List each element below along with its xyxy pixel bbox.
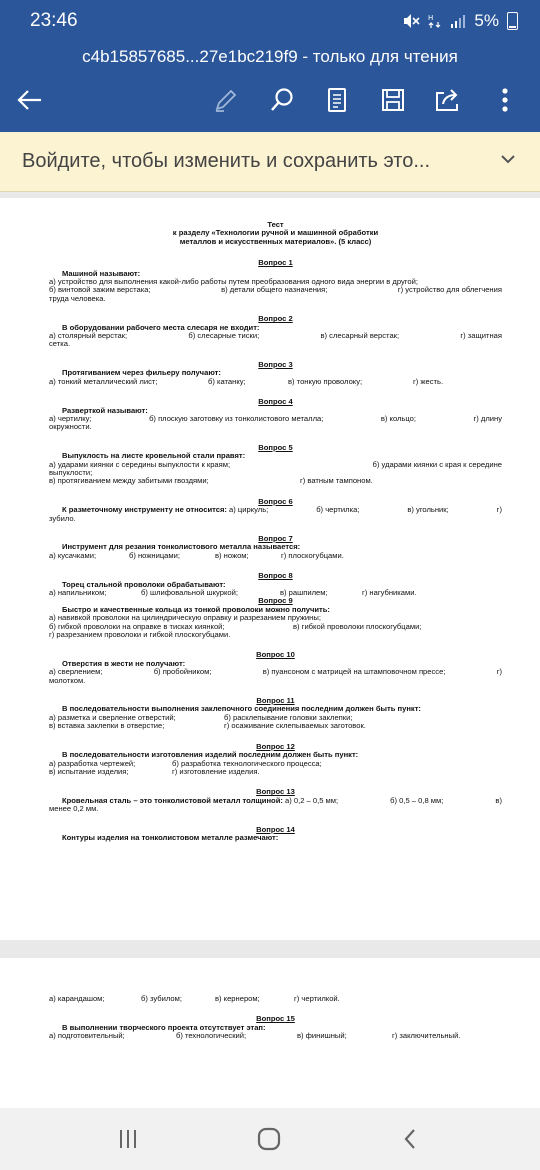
document-title: c4b15857685...27e1bc219f9 - только для чтения: [82, 47, 458, 66]
toolbar: [0, 84, 540, 116]
question-text: Контуры изделия на тонколистовом металле размечают:: [62, 832, 279, 842]
answer-b: б) шлифовальной шкуркой;: [141, 588, 238, 597]
answer-g: г) заключительный.: [392, 1031, 461, 1041]
mute-icon: [402, 13, 420, 29]
answer-tail: менее 0,2 мм.: [49, 804, 99, 814]
answer-b: б) гибкой проволоки на оправке в тисках киянкой;: [49, 621, 225, 631]
question-text: Инструмент для резания тонколистового металла называется:: [62, 542, 301, 552]
answer-a: а) 0,2 – 0,5 мм;: [285, 795, 339, 805]
question-heading: Вопрос 7: [258, 533, 293, 543]
question-text: В выполнении творческого проекта отсутствует этап:: [62, 1022, 266, 1032]
answer-b: б) слесарные тиски;: [188, 331, 260, 341]
question-text: Протягиванием через фильеру получают:: [62, 368, 221, 378]
question-heading: Вопрос 5: [258, 442, 293, 452]
answer-v: в) протягиванием между забитыми гвоздями;: [49, 476, 209, 486]
save-icon[interactable]: [377, 84, 409, 116]
answer-tail: выпуклости;: [49, 467, 93, 477]
answer-row: [49, 378, 502, 386]
back-icon[interactable]: [395, 1126, 425, 1152]
question-text: В оборудовании рабочего места слесаря не входит:: [62, 322, 260, 332]
answer-row: [49, 477, 502, 485]
answer-b: б) 0,5 – 0,8 мм;: [390, 795, 444, 805]
answer-row: [49, 722, 502, 730]
answer-v: в) гибкой проволоки плоскогубцами;: [293, 621, 422, 631]
data-icon: [428, 13, 442, 29]
question-text: Кровельная сталь – это тонколистовой металл толщиной:: [62, 795, 283, 805]
answer-g: г) жесть.: [413, 376, 444, 386]
answer-b: б) расклепывание головки заклепки;: [224, 712, 353, 722]
answer-a: а) ударами киянки с середины выпуклости к краям;: [49, 459, 231, 469]
answer-v: в) угольник;: [407, 505, 449, 515]
recent-apps-icon[interactable]: [113, 1126, 143, 1152]
question-text: Разверткой называют:: [62, 405, 148, 415]
signal-icon: [450, 13, 466, 29]
search-icon[interactable]: [266, 84, 298, 116]
answer-b: б) пробойником;: [153, 667, 212, 677]
question-heading: Вопрос 14: [256, 824, 295, 834]
question-text: Быстро и качественные кольца из тонкой проволоки можно получить:: [62, 604, 330, 614]
answer-b: б) разработка технологического процесса;: [172, 758, 322, 768]
answer-row: [49, 668, 502, 676]
answer-g: г) нагубниками.: [362, 588, 417, 597]
answer-g: г): [496, 667, 502, 677]
answer-tail: труда человека.: [49, 293, 106, 303]
answer-a: а) сверлением;: [49, 667, 103, 677]
answer-v: в) кольцо;: [380, 413, 416, 423]
answer-a: а) чертилку;: [49, 413, 92, 423]
answer-a: а) столярный верстак;: [49, 331, 128, 341]
sign-in-banner[interactable]: [0, 132, 540, 192]
share-icon[interactable]: [432, 84, 464, 116]
chevron-down-icon[interactable]: [500, 152, 516, 170]
answer-v: в): [495, 795, 502, 805]
answer-g: г): [496, 505, 502, 515]
answer-v: в) тонкую проволоку;: [288, 376, 363, 386]
back-arrow-icon[interactable]: [14, 84, 46, 116]
answer-v: в) пуансоном с матрицей на штамповочном прессе;: [262, 667, 446, 677]
answer-g: г) изготовление изделия.: [172, 766, 260, 776]
question-heading: Вопрос 9: [258, 596, 293, 606]
answer-a: а) напильником;: [49, 588, 107, 597]
question-heading: Вопрос 1: [258, 258, 293, 268]
app-bar: [0, 0, 540, 132]
question-heading: Вопрос 6: [258, 496, 293, 506]
answer-row: [49, 797, 502, 805]
doc-subheading: металлов и искусственных материалов». (5 класс): [179, 236, 372, 246]
answer-g: г) защитная: [460, 331, 502, 341]
answer-v: в) финишный;: [297, 1031, 347, 1041]
answer-b: б) чертилка;: [316, 505, 360, 515]
question-text: Машиной называют:: [62, 268, 141, 278]
doc-heading: Тест: [267, 220, 284, 229]
answer-a: а) циркуль;: [229, 505, 269, 515]
answer-g: г) ватным тампоном.: [300, 476, 373, 486]
battery-icon: [507, 12, 518, 30]
answer-v: в) испытание изделия;: [49, 766, 129, 776]
answer-v: в) рашпилем;: [280, 588, 328, 597]
answer-b: б) винтовой зажим верстака;: [49, 285, 151, 295]
answer-row: [49, 415, 502, 423]
question-heading: Вопрос 11: [256, 696, 295, 706]
answer-line: а) устройство для выполнения какой-либо работы путем преобразования одного вида энергии в другой;: [49, 277, 418, 287]
answer-row: [49, 332, 502, 340]
sign-in-banner-text: Войдите, чтобы изменить и сохранить это...: [22, 150, 431, 172]
question-text: К разметочному инструменту не относится:: [62, 505, 227, 515]
answer-row: [49, 1032, 502, 1040]
document-content: [49, 221, 502, 842]
answer-row: [49, 461, 502, 469]
more-icon[interactable]: [489, 84, 521, 116]
answer-g: г) устройство для облегчения: [397, 285, 502, 295]
answer-a: а) карандашом;: [49, 994, 105, 1003]
question-heading: Вопрос 13: [256, 787, 295, 797]
answer-v: в) кернером;: [215, 994, 260, 1003]
question-heading: Вопрос 15: [256, 1014, 295, 1024]
answer-a: а) разметка и сверление отверстий;: [49, 712, 176, 722]
answer-row: [49, 286, 502, 294]
answer-a: а) тонкий металлический лист;: [49, 376, 158, 386]
answer-b: б) плоскую заготовку из тонколистового металла;: [149, 413, 324, 423]
question-text: В последовательности выполнения заклепочного соединения последним должен быть пункт:: [62, 704, 421, 714]
answer-g: г) плоскогубцами.: [281, 550, 344, 560]
answer-v: в) ножом;: [215, 550, 249, 560]
answer-b: б) ножницами;: [129, 550, 180, 560]
question-heading: Вопрос 3: [258, 359, 293, 369]
answer-a: а) разработка чертежей;: [49, 758, 136, 768]
answer-b: б) технологический;: [176, 1031, 247, 1041]
answer-tail: зубило.: [49, 513, 76, 523]
answer-g: г) разрезанием проволоки и гибкой плоскогубцами.: [49, 630, 231, 640]
answer-g: г) осаживание склепываемых заготовок.: [224, 721, 366, 731]
answer-tail: сетка.: [49, 339, 71, 349]
question-text: В последовательности изготовления изделий последним должен быть пункт:: [62, 750, 359, 760]
question-text: Отверстия в жести не получают:: [62, 658, 186, 668]
edit-pencil-icon[interactable]: [210, 84, 242, 116]
answer-row: [49, 768, 502, 776]
home-icon[interactable]: [254, 1126, 284, 1152]
battery-percent: 5%: [474, 11, 499, 30]
status-bar: [0, 10, 540, 34]
navigation-bar: [0, 1108, 540, 1170]
answer-v: в) детали общего назначения;: [221, 285, 328, 295]
svg-text:H: H: [428, 14, 434, 22]
answer-row: [49, 506, 502, 514]
question-text: Выпуклость на листе кровельной стали правят:: [62, 451, 246, 461]
status-time: 23:46: [30, 10, 78, 31]
question-heading: Вопрос 4: [258, 397, 293, 407]
answer-a: а) кусачками;: [49, 550, 97, 560]
doc-subheading: к разделу «Технологии ручной и машинной обработки: [172, 228, 379, 238]
answer-g: г) чертилкой.: [294, 994, 340, 1003]
document-page: [0, 198, 540, 940]
question-heading: Вопрос 10: [256, 650, 295, 660]
question-heading: Вопрос 2: [258, 314, 293, 324]
answer-b: б) ударами киянки с края к середине: [372, 459, 502, 469]
answer-b: б) катанку;: [208, 376, 246, 386]
answer-tail: окружности.: [49, 422, 92, 432]
answer-row: [49, 995, 502, 1003]
answer-a: а) навивкой проволоки на цилиндрическую оправку и разрезанием пружины;: [49, 613, 321, 623]
question-heading: Вопрос 12: [256, 741, 295, 751]
answer-b: б) зубилом;: [141, 994, 182, 1003]
document-content: [49, 995, 502, 1041]
answer-row: [49, 552, 502, 560]
reading-view-icon[interactable]: [321, 84, 353, 116]
question-text: Торец стальной проволоки обрабатывают:: [62, 579, 226, 589]
answer-a: а) подготовительный;: [49, 1031, 125, 1041]
answer-v: в) слесарный верстак;: [320, 331, 400, 341]
answer-tail: молотком.: [49, 675, 86, 685]
document-page: [0, 958, 540, 1108]
answer-v: в) вставка заклепки в отверстие;: [49, 721, 165, 731]
answer-g: г) длину: [473, 413, 502, 423]
question-heading: Вопрос 8: [258, 571, 293, 581]
status-icons: [402, 11, 518, 31]
